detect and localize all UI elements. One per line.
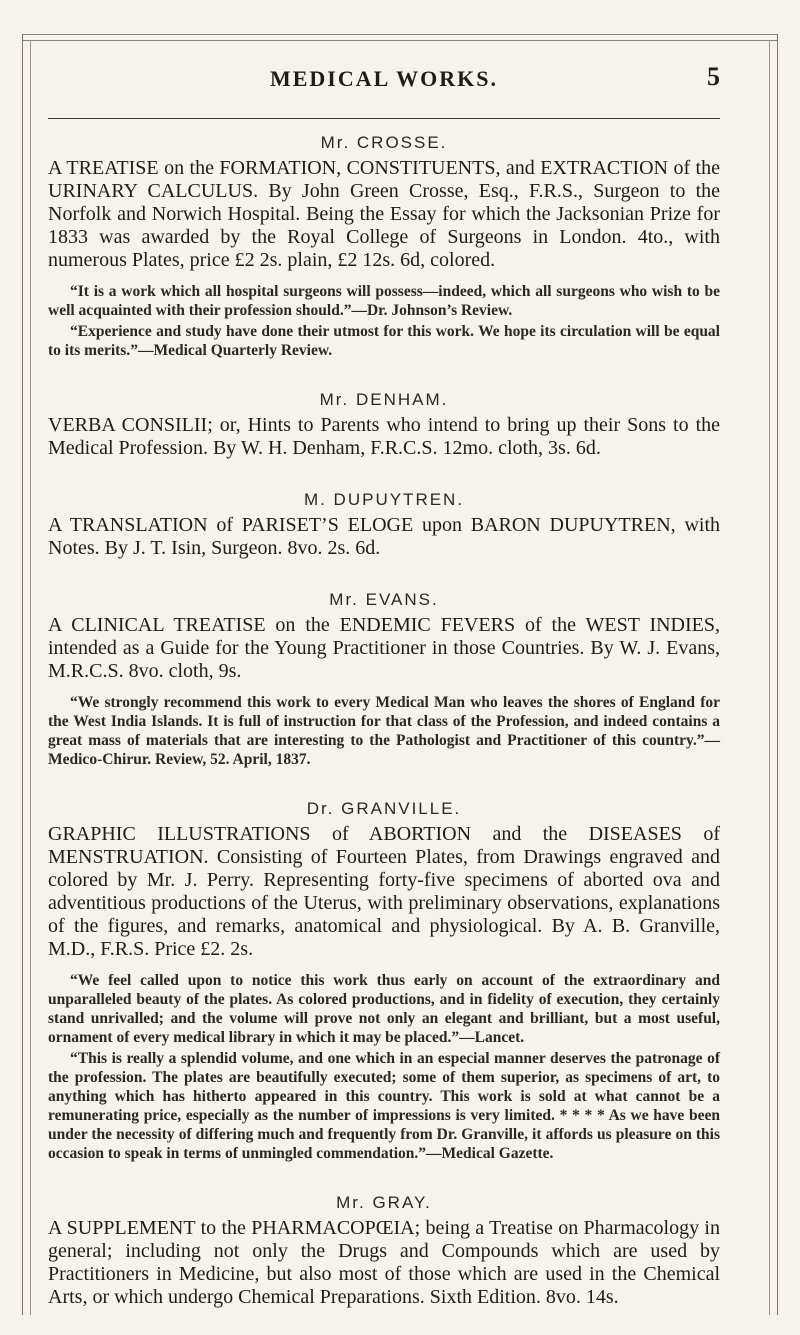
entry-denham — [48, 390, 720, 460]
entry-title: A TREATISE on the FORMATION, CONSTITUENTS, and EXTRACTION of the URINARY CALCULUS. By John Green Crosse, Esq., F.R.S., Surgeon to the Norfolk and Norwich Hospital. Being the Essay for which the Jacksonian Prize for 1833 was awarded by the Royal College of Surgeons in London. 4to., with numerous Plates, price £2 2s. plain, £2 12s. 6d, colored. — [48, 157, 720, 271]
entry-evans — [48, 590, 720, 769]
entry-title: A CLINICAL TREATISE on the ENDEMIC FEVERS of the WEST INDIES, intended as a Guide for the Young Practitioner in those Countries. By W. J. Evans, M.R.C.S. 8vo. cloth, 9s. — [48, 614, 720, 682]
page-header — [48, 40, 720, 96]
review-quote: “We strongly recommend this work to every Medical Man who leaves the shores of England for the West India Islands. It is full of instruction for that class of the Profession, and indeed contains a great mass of materials that are interesting to the Pathologist and Practitioner of this country.”—Medico-Chirur. Review, 52. April, 1837. — [48, 694, 720, 768]
entry-author: Mr. DENHAM. — [319, 390, 449, 409]
entry-author: Mr. EVANS. — [329, 590, 439, 609]
entry-granville — [48, 799, 720, 1163]
running-head: MEDICAL WORKS. — [269, 66, 499, 91]
page-border-left-inner — [30, 40, 31, 1315]
entry-title: VERBA CONSILII; or, Hints to Parents who intend to bring up their Sons to the Medical Profession. By W. H. Denham, F.R.C.S. 12mo. cloth, 3s. 6d. — [48, 414, 720, 459]
page-border-right-inner — [769, 40, 770, 1315]
entry-crosse — [48, 133, 720, 360]
page-number: 5 — [707, 62, 720, 91]
page-border-left — [22, 34, 23, 1315]
review-quote: “This is really a splendid volume, and one which in an especial manner deserves the patronage of the profession. The plates are beautifully executed; some of them superior, as specimens of art, to anything which has hitherto appeared in this country. This work is sold at what cannot be a remunerating price, especially as the number of impressions is very limited. * * * * As we have been under the necessity of differing much and frequently from Dr. Granville, it affords us pleasure on this occasion to speak in terms of unmingled commendation.”—Medical Gazette. — [48, 1050, 720, 1162]
entry-title: GRAPHIC ILLUSTRATIONS of ABORTION and the DISEASES of MENSTRUATION. Consisting of Fourteen Plates, from Drawings engraved and colored by Mr. J. Perry. Representing forty-five specimens of aborted ova and adventitious productions of the Uterus, with preliminary observations, explanations of the figures, and remarks, anatomical and physiological. By A. B. Granville, M.D., F.R.S. Price £2. 2s. — [48, 823, 720, 960]
entry-author: Mr. GRAY. — [336, 1193, 432, 1212]
entry-author: M. DUPUYTREN. — [303, 490, 465, 509]
review-quote: “Experience and study have done their utmost for this work. We hope its circulation will be equal to its merits.”—Medical Quarterly Review. — [48, 323, 720, 359]
entry-title: A SUPPLEMENT to the PHARMACOPŒIA; being a Treatise on Pharmacology in general; including not only the Drugs and Compounds which are used by Practitioners in Medicine, but also most of those which are used in the Chemical Arts, or which undergo Chemical Preparations. Sixth Edition. 8vo. 14s. — [48, 1217, 720, 1308]
page-border-right — [777, 34, 778, 1315]
header-rule — [48, 118, 720, 119]
page-content — [48, 40, 720, 1309]
review-quote: “We feel called upon to notice this work thus early on account of the extraordinary and unparalleled beauty of the plates. As colored productions, and in fidelity of execution, they certainly stand unrivalled; and the volume will prove not only an elegant and brilliant, but a most useful, ornament of every medical library in which it may be placed.”—Lancet. — [48, 972, 720, 1046]
entry-gray — [48, 1193, 720, 1309]
page-border-top — [22, 34, 778, 35]
entry-author: Mr. CROSSE. — [320, 133, 448, 152]
entry-dupuytren — [48, 490, 720, 560]
entry-title: A TRANSLATION of PARISET’S ELOGE upon BARON DUPUYTREN, with Notes. By J. T. Isin, Surgeon. 8vo. 2s. 6d. — [48, 514, 720, 559]
entry-author: Dr. GRANVILLE. — [306, 799, 462, 818]
review-quote: “It is a work which all hospital surgeons will possess—indeed, which all surgeons who wish to be well acquainted with their profession should.”—Dr. Johnson’s Review. — [48, 283, 720, 319]
